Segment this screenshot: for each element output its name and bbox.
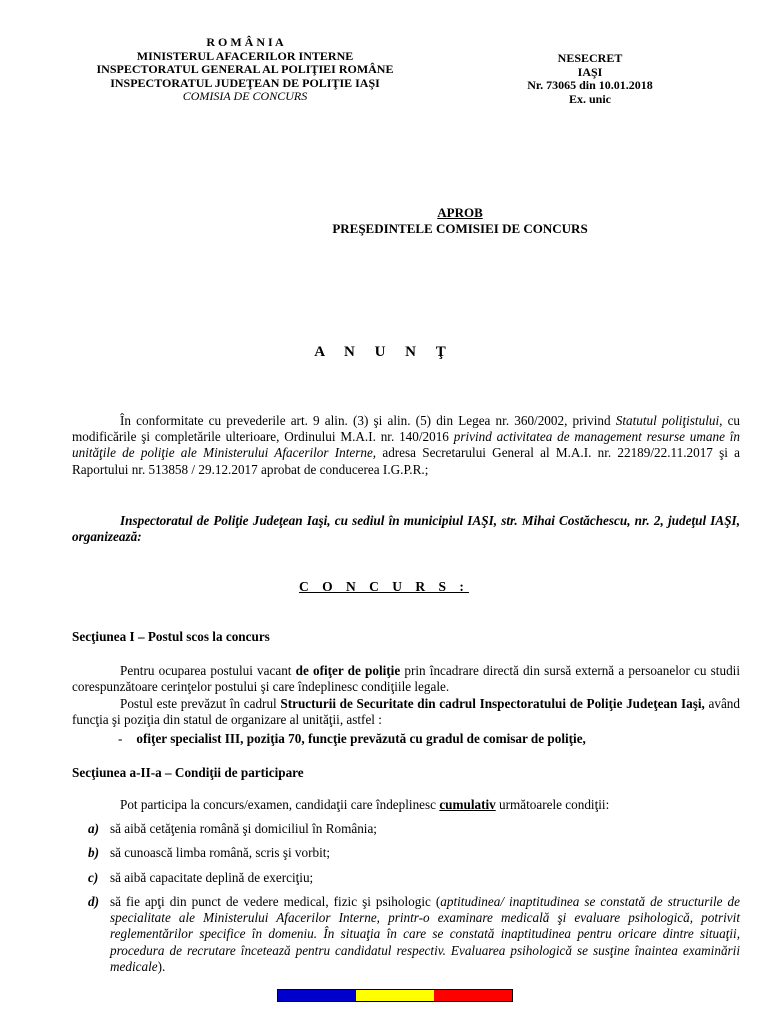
approval-role: PREŞEDINTELE COMISIEI DE CONCURS: [332, 221, 588, 236]
header-ministry: MINISTERUL AFACERILOR INTERNE: [136, 48, 354, 63]
header-country: R O M Â N I A: [206, 35, 284, 49]
section1-p2-text-a: Postul este prevăzut în cadrul: [120, 696, 281, 711]
tricolor-flag-bar: [277, 989, 513, 1002]
header-institution: [60, 36, 430, 104]
intro-text-2: , cu modificările şi completările ulterioare, Ordinului M.A.I. nr. 140/2016: [72, 413, 741, 445]
condition-label: c): [88, 870, 99, 885]
condition-label: b): [88, 845, 99, 860]
condition-d-italic: aptitudinea/ inaptitudinea se constată de structurile de specialitate ale Ministerului Afacerilor Interne, printr-o examinare medicală şi evaluare psihologică, potrivit reglementărilor specifice în domeniu. În situaţia în care se constată inaptitudinea pentru oricare dintre situaţii, procedura de recrutare încetează pentru candidatul respectiv. Evaluarea psihologică se susţine înaintea examinării medicale: [110, 894, 741, 974]
section2-title: Secţiunea a-II-a – Condiţii de participare: [72, 765, 304, 780]
section2-intro: [72, 797, 740, 813]
section1-paragraph2: [72, 696, 740, 728]
intro-italic-1: Statutul poliţistului: [615, 413, 720, 428]
flag-band-red: [434, 990, 512, 1001]
condition-text: [110, 894, 740, 975]
position-description: ofiţer specialist III, poziţia 70, funcţie prevăzută cu gradul de comisar de poliţie,: [136, 731, 586, 746]
document-title: A N U N Ţ: [314, 344, 454, 360]
intro-paragraph: [72, 413, 740, 478]
header-copies: Ex. unic: [568, 91, 611, 106]
header-number: Nr. 73065 din 10.01.2018: [527, 78, 653, 92]
flag-band-yellow: [356, 990, 434, 1001]
section1-p2-text-c: având funcţia şi poziţia din statul de organizare al unităţii, astfel :: [72, 696, 740, 728]
bullet-dash: -: [118, 731, 123, 746]
header-commission: COMISIA DE CONCURS: [182, 89, 308, 103]
condition-text: să aibă cetăţenia română şi domiciliul în România;: [110, 821, 377, 836]
condition-item: [72, 845, 740, 861]
condition-d-text: să fie apţi din punct de vedere medical, fizic şi psihologic (: [110, 894, 441, 909]
condition-d-end: ).: [157, 958, 166, 974]
condition-item: [72, 894, 740, 975]
approval-title: APROB: [437, 205, 483, 220]
section1-title: Secţiunea I – Postul scos la concurs: [72, 629, 270, 644]
condition-text: să cunoască limba română, scris şi vorbit;: [110, 845, 331, 860]
section1-p1-text-a: Pentru ocuparea postului vacant: [120, 663, 296, 678]
intro-text-3: adresa Secretarului General al M.A.I. nr. 22189/22.11.2017 şi a Raportului nr. 513858 / 29.12.2017 aprobat de conducerea I.G.P.R.;: [72, 445, 740, 477]
condition-label: a): [88, 821, 99, 836]
concurs-heading-text: C O N C U R S :: [299, 579, 469, 594]
header-inspectorate-county: INSPECTORATUL JUDEŢEAN DE POLIŢIE IAŞI: [110, 75, 380, 90]
concurs-heading: [0, 579, 768, 595]
approval-block: [300, 205, 620, 237]
header-inspectorate-general: INSPECTORATUL GENERAL AL POLIŢIEI ROMÂNE: [96, 62, 394, 76]
section2-intro-a: Pot participa la concurs/examen, candidaţii care îndeplinesc: [120, 797, 440, 812]
intro-text-1: În conformitate cu prevederile art. 9 alin. (3) şi alin. (5) din Legea nr. 360/2002, privind: [120, 413, 611, 428]
header-registration: [500, 52, 680, 106]
section1-p2-bold: Structurii de Securitate din cadrul Inspectoratului de Poliţie Judeţean Iaşi,: [280, 696, 705, 711]
condition-text: să aibă capacitate deplină de exerciţiu;: [110, 870, 314, 885]
condition-item: [72, 870, 740, 886]
organizer-paragraph: Inspectoratul de Poliţie Judeţean Iaşi, cu sediul în municipiul IAŞI, str. Mihai Costăchescu, nr. 2, judeţul IAŞI, organizează:: [72, 513, 740, 545]
flag-band-blue: [278, 990, 356, 1001]
header-classification: NESECRET: [557, 51, 623, 65]
header-city: IAŞI: [577, 64, 603, 79]
condition-label: d): [88, 894, 99, 909]
condition-item: [72, 821, 740, 837]
section1-paragraph1: [72, 663, 740, 695]
section2-intro-cumulativ: cumulativ: [439, 797, 496, 812]
section2-intro-c: următoarele condiţii:: [495, 797, 610, 812]
position-bullet: [118, 731, 586, 747]
intro-italic-2: privind activitatea de management resurse umane în unităţile de poliţie ale Ministerului Afacerilor Interne,: [72, 429, 741, 461]
section1-p1-bold: de ofiţer de poliţie: [295, 663, 401, 678]
section1-p1-text-c: prin încadrare directă din sursă externă a persoanelor cu studii corespunzătoare cerinţelor postului şi care îndeplinesc condiţiile legale.: [72, 663, 740, 695]
